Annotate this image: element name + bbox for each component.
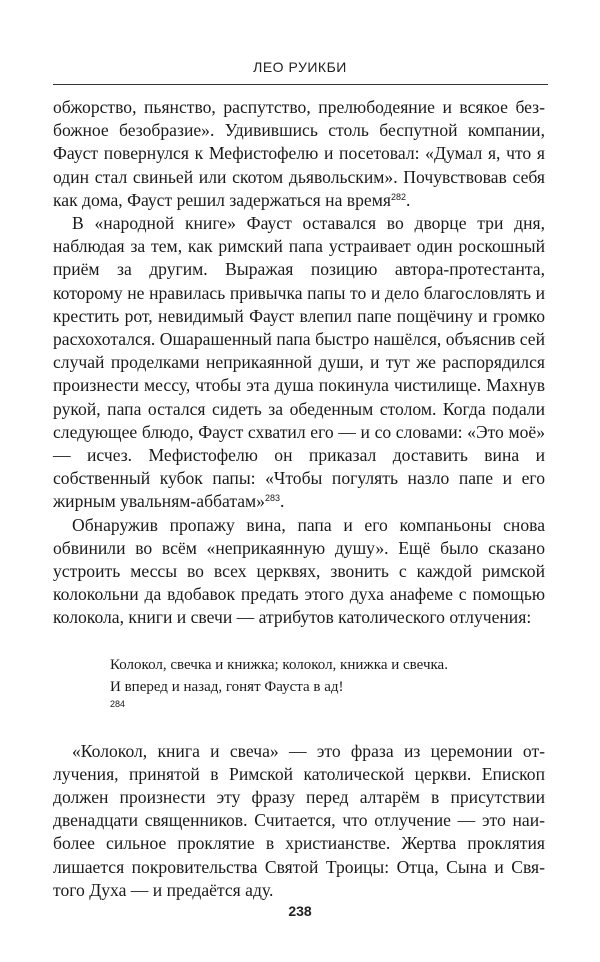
paragraph-1-text: обжорство, пьянство, распутство, прелюбодеяние и всякое безбожное безобразие». Удивившись столь беспутной компании, Фауст повернулся к Мефистофелю и посетовал: «Думал я, что я один стал свиньей или скотом дьявольским». Почувствовав себя как дома, Фауст решил задержаться на время [53, 97, 545, 210]
running-head-title: ЛЕО РУИКБИ [253, 59, 347, 75]
verse-line-1: Колокол, свечка и книжка; колокол, книжка и свечка. [110, 656, 448, 673]
paragraph-2-text: В «народной книге» Фауст оставался во дворце три дня, наблюдая за тем, как римский папа устраивает один роскошный приём за другим. Выражая позицию автора-протестанта, которому не нравилась привычка папы то и дело благословлять и крестить рот, невидимый Фауст влепил папе пощёчину и громко расхохотался. Ошарашенный папа быстро нашёлся, объяснив сей случай проделками неприкаянной души, и тут же распорядился произнести мессу, чтобы эта душа покинула чистилище. Махнув рукой, папа остался сидеть за обеденным столом. Когда подали следующее блюдо, Фауст схватил его — и со словами: «Это моё» — исчез. Мефистофелю он приказал доставить вина и собственный кубок папы: «Чтобы погулять назло папе и его жирным увальням-аббатам» [53, 213, 545, 512]
verse-line-2 [110, 676, 545, 720]
footnote-ref-283[interactable]: 283 [264, 493, 281, 504]
page-number: 238 [288, 903, 312, 919]
paragraph-2 [53, 212, 545, 514]
header-rule [53, 84, 548, 85]
page-body [53, 96, 545, 902]
paragraph-4-text: «Колокол, книга и свеча» — это фраза из церемонии отлучения, принятой в Римской католической церкви. Епископ должен произнести эту фразу перед алтарём в присутствии двенадцати священников. Считается, что отлучение — это наиболее сильное проклятие в христианстве. Жертва проклятия лишается покровительства Святой Троицы: Отца, Сына и Святого Духа — и предаётся аду. [53, 740, 545, 900]
paragraph-2-tail: . [280, 491, 285, 512]
paragraph-3-text: Обнаружив пропажу вина, папа и его компаньоны снова обвинили во всём «неприкаянную душу». Ещё было сказано устроить мессы во всех церквях, звонить с каждой римской колокольни да вдобавок предать этого духа анафеме с помощью колокола, книги и свечи — атрибутов католического отлучения: [53, 514, 545, 628]
verse-block [110, 654, 545, 720]
footnote-ref-284[interactable]: 284 [110, 698, 126, 709]
paragraph-1 [53, 96, 545, 212]
paragraph-4 [53, 740, 545, 902]
paragraph-3 [53, 514, 545, 630]
verse-line-2-text: И вперед и назад, гонят Фауста в ад! [110, 678, 344, 695]
footnote-ref-282[interactable]: 282 [390, 191, 406, 202]
paragraph-1-tail: . [405, 189, 411, 210]
